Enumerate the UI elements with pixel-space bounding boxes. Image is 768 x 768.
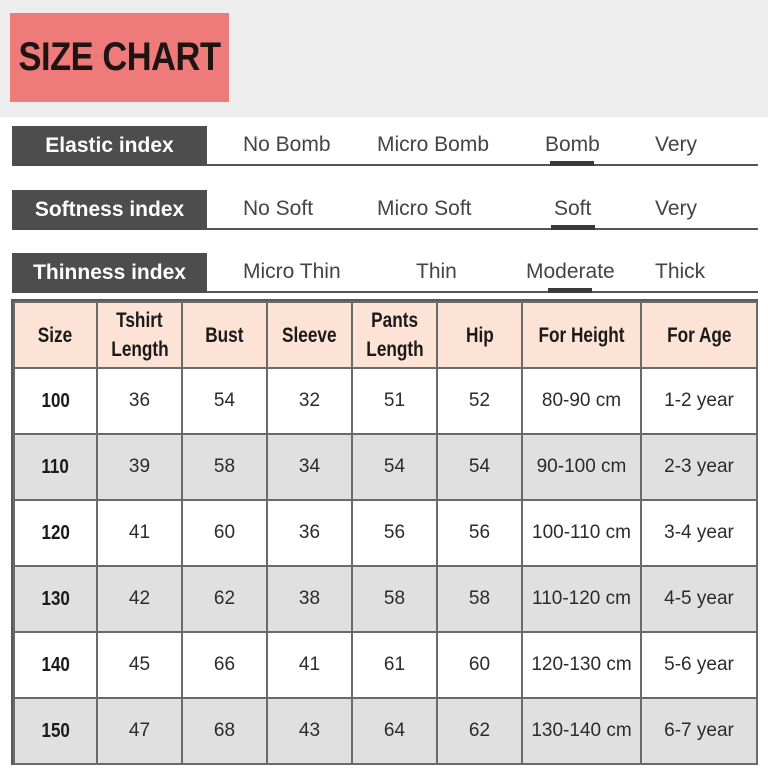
cell-sleeve: 36 — [267, 500, 352, 566]
cell-for-height: 110-120 cm — [522, 566, 641, 632]
column-header-for-age: For Age — [641, 302, 757, 368]
index-option-selected — [554, 192, 591, 226]
cell-hip: 58 — [437, 566, 522, 632]
index-option-text: Moderate — [526, 260, 615, 283]
cell-pants-length: 54 — [352, 434, 437, 500]
size-table — [13, 301, 758, 765]
cell-pants-length: 51 — [352, 368, 437, 434]
cell-size: 110 — [14, 434, 97, 500]
index-option-text: No Soft — [243, 197, 314, 220]
cell-sleeve: 32 — [267, 368, 352, 434]
cell-pants-length: 58 — [352, 566, 437, 632]
index-option-text: Micro Bomb — [377, 133, 490, 156]
index-option — [243, 255, 341, 289]
index-option — [655, 255, 705, 289]
column-header-bust: Bust — [182, 302, 267, 368]
index-option-text: Very — [655, 133, 698, 156]
index-option — [377, 128, 489, 162]
index-option — [416, 255, 457, 289]
cell-tshirt-length: 45 — [97, 632, 182, 698]
cell-hip: 54 — [437, 434, 522, 500]
index-option-text: Micro Soft — [377, 197, 472, 220]
cell-bust: 66 — [182, 632, 267, 698]
table-row — [14, 632, 757, 698]
index-option-text: Bomb — [545, 133, 600, 156]
thinness-index-row — [12, 253, 758, 295]
cell-for-height: 90-100 cm — [522, 434, 641, 500]
index-option-text: No Bomb — [243, 133, 331, 156]
cell-bust: 58 — [182, 434, 267, 500]
cell-for-age: 3-4 year — [641, 500, 757, 566]
cell-sleeve: 43 — [267, 698, 352, 764]
index-rule — [207, 228, 758, 230]
column-header-for-height: For Height — [522, 302, 641, 368]
cell-tshirt-length: 39 — [97, 434, 182, 500]
cell-for-height: 100-110 cm — [522, 500, 641, 566]
selected-marker — [548, 288, 592, 293]
cell-sleeve: 34 — [267, 434, 352, 500]
cell-pants-length: 61 — [352, 632, 437, 698]
table-row — [14, 368, 757, 434]
cell-hip: 52 — [437, 368, 522, 434]
index-option-text: Soft — [554, 197, 592, 220]
cell-sleeve: 38 — [267, 566, 352, 632]
cell-size: 140 — [14, 632, 97, 698]
selected-marker — [551, 225, 595, 230]
page-title: SIZE CHART — [18, 35, 221, 79]
cell-pants-length: 56 — [352, 500, 437, 566]
cell-for-age: 4-5 year — [641, 566, 757, 632]
index-option-text: Thin — [416, 260, 457, 283]
index-rule — [207, 164, 758, 166]
index-option — [243, 192, 313, 226]
cell-tshirt-length: 47 — [97, 698, 182, 764]
cell-hip: 60 — [437, 632, 522, 698]
size-table-frame — [11, 299, 758, 765]
cell-size: 150 — [14, 698, 97, 764]
elastic-index-row — [12, 126, 758, 168]
table-row — [14, 434, 757, 500]
cell-for-height: 130-140 cm — [522, 698, 641, 764]
index-label: Softness index — [12, 190, 207, 230]
column-header-hip: Hip — [437, 302, 522, 368]
cell-for-height: 120-130 cm — [522, 632, 641, 698]
cell-tshirt-length: 41 — [97, 500, 182, 566]
selected-marker — [550, 161, 594, 166]
index-option-selected — [545, 128, 600, 162]
cell-hip: 62 — [437, 698, 522, 764]
cell-bust: 62 — [182, 566, 267, 632]
cell-tshirt-length: 42 — [97, 566, 182, 632]
cell-bust: 60 — [182, 500, 267, 566]
table-row — [14, 566, 757, 632]
table-row — [14, 500, 757, 566]
cell-pants-length: 64 — [352, 698, 437, 764]
column-header-sleeve: Sleeve — [267, 302, 352, 368]
softness-index-row — [12, 190, 758, 232]
index-option-selected — [526, 255, 615, 289]
column-header-pants-length: Pants Length — [352, 302, 437, 368]
cell-for-age: 6-7 year — [641, 698, 757, 764]
cell-size: 130 — [14, 566, 97, 632]
table-header-row — [14, 302, 757, 368]
index-option-text: Thick — [655, 260, 706, 283]
index-option-text: Very — [655, 197, 698, 220]
cell-for-age: 2-3 year — [641, 434, 757, 500]
cell-for-age: 1-2 year — [641, 368, 757, 434]
column-header-tshirt-length: Tshirt Length — [97, 302, 182, 368]
cell-for-height: 80-90 cm — [522, 368, 641, 434]
cell-for-age: 5-6 year — [641, 632, 757, 698]
index-option-text: Micro Thin — [243, 260, 341, 283]
index-rule — [207, 291, 758, 293]
cell-tshirt-length: 36 — [97, 368, 182, 434]
cell-size: 100 — [14, 368, 97, 434]
cell-hip: 56 — [437, 500, 522, 566]
cell-sleeve: 41 — [267, 632, 352, 698]
index-option — [377, 192, 472, 226]
index-label: Thinness index — [12, 253, 207, 293]
index-option — [655, 128, 697, 162]
index-label: Elastic index — [12, 126, 207, 166]
cell-bust: 54 — [182, 368, 267, 434]
cell-size: 120 — [14, 500, 97, 566]
index-option — [655, 192, 697, 226]
table-row — [14, 698, 757, 764]
column-header-size: Size — [14, 302, 97, 368]
index-option — [243, 128, 331, 162]
title-banner — [10, 13, 229, 102]
cell-bust: 68 — [182, 698, 267, 764]
